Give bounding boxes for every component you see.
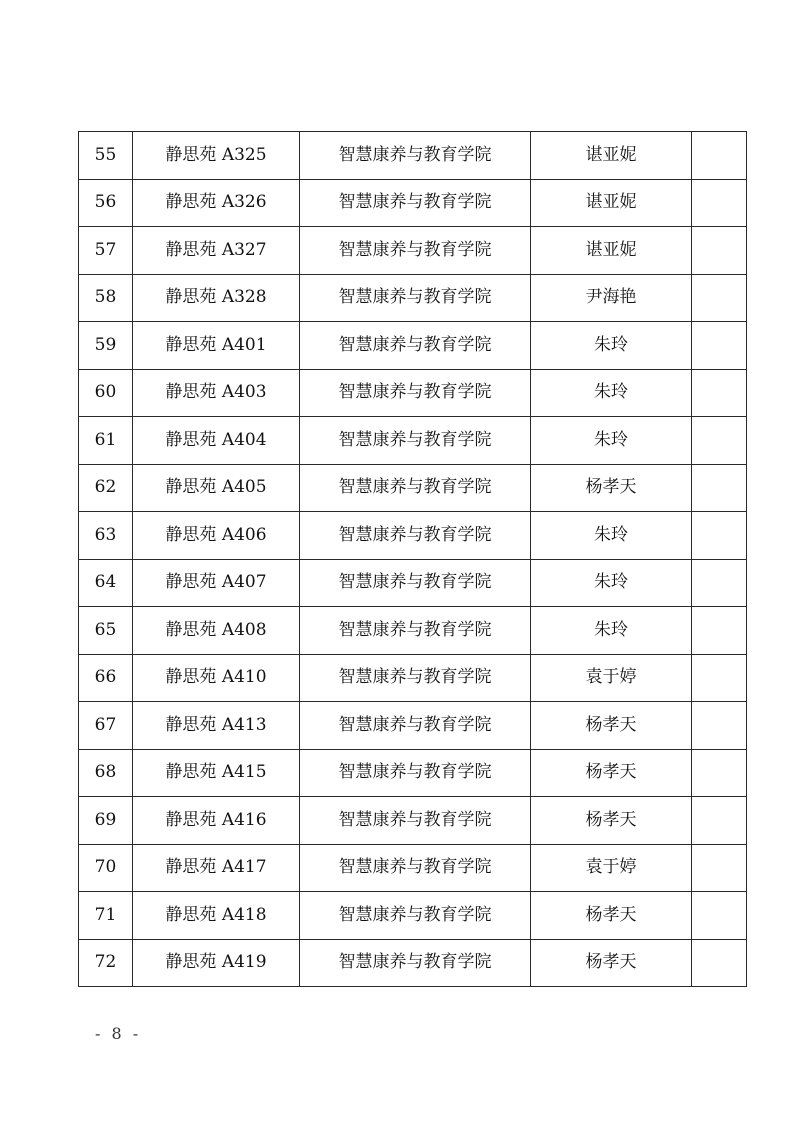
college-cell: 智慧康养与教育学院 — [300, 844, 531, 892]
remark-cell — [692, 654, 747, 702]
table-row — [79, 274, 747, 322]
person-name-cell: 杨孝天 — [531, 464, 692, 512]
room-cell: 静思苑 A416 — [133, 797, 300, 845]
row-number-cell: 59 — [79, 322, 133, 370]
remark-cell — [692, 559, 747, 607]
row-number-cell: 71 — [79, 892, 133, 940]
remark-cell — [692, 464, 747, 512]
table-row — [79, 654, 747, 702]
roster-body — [79, 132, 747, 987]
room-cell: 静思苑 A405 — [133, 464, 300, 512]
room-cell: 静思苑 A404 — [133, 417, 300, 465]
remark-cell — [692, 797, 747, 845]
room-cell: 静思苑 A413 — [133, 702, 300, 750]
person-name-cell: 朱玲 — [531, 417, 692, 465]
college-cell: 智慧康养与教育学院 — [300, 607, 531, 655]
person-name-cell: 朱玲 — [531, 322, 692, 370]
remark-cell — [692, 844, 747, 892]
dormitory-roster-table — [78, 131, 747, 987]
room-cell: 静思苑 A415 — [133, 749, 300, 797]
person-name-cell: 朱玲 — [531, 559, 692, 607]
table-row — [79, 369, 747, 417]
college-cell: 智慧康养与教育学院 — [300, 132, 531, 180]
row-number-cell: 66 — [79, 654, 133, 702]
remark-cell — [692, 132, 747, 180]
room-cell: 静思苑 A403 — [133, 369, 300, 417]
table-row — [79, 559, 747, 607]
remark-cell — [692, 892, 747, 940]
person-name-cell: 袁于婷 — [531, 844, 692, 892]
person-name-cell: 谌亚妮 — [531, 179, 692, 227]
college-cell: 智慧康养与教育学院 — [300, 512, 531, 560]
college-cell: 智慧康养与教育学院 — [300, 274, 531, 322]
room-cell: 静思苑 A326 — [133, 179, 300, 227]
remark-cell — [692, 607, 747, 655]
table-row — [79, 132, 747, 180]
table-row — [79, 702, 747, 750]
row-number-cell: 62 — [79, 464, 133, 512]
row-number-cell: 72 — [79, 939, 133, 987]
table-row — [79, 179, 747, 227]
college-cell: 智慧康养与教育学院 — [300, 464, 531, 512]
college-cell: 智慧康养与教育学院 — [300, 702, 531, 750]
remark-cell — [692, 749, 747, 797]
college-cell: 智慧康养与教育学院 — [300, 417, 531, 465]
row-number-cell: 70 — [79, 844, 133, 892]
table-row — [79, 512, 747, 560]
college-cell: 智慧康养与教育学院 — [300, 939, 531, 987]
person-name-cell: 谌亚妮 — [531, 227, 692, 275]
row-number-cell: 68 — [79, 749, 133, 797]
row-number-cell: 64 — [79, 559, 133, 607]
person-name-cell: 朱玲 — [531, 512, 692, 560]
row-number-cell: 67 — [79, 702, 133, 750]
college-cell: 智慧康养与教育学院 — [300, 179, 531, 227]
row-number-cell: 61 — [79, 417, 133, 465]
person-name-cell: 尹海艳 — [531, 274, 692, 322]
row-number-cell: 69 — [79, 797, 133, 845]
college-cell: 智慧康养与教育学院 — [300, 654, 531, 702]
room-cell: 静思苑 A418 — [133, 892, 300, 940]
table-row — [79, 322, 747, 370]
remark-cell — [692, 939, 747, 987]
room-cell: 静思苑 A419 — [133, 939, 300, 987]
row-number-cell: 63 — [79, 512, 133, 560]
person-name-cell: 杨孝天 — [531, 892, 692, 940]
table-row — [79, 892, 747, 940]
person-name-cell: 杨孝天 — [531, 749, 692, 797]
college-cell: 智慧康养与教育学院 — [300, 892, 531, 940]
table-row — [79, 939, 747, 987]
room-cell: 静思苑 A417 — [133, 844, 300, 892]
row-number-cell: 58 — [79, 274, 133, 322]
college-cell: 智慧康养与教育学院 — [300, 322, 531, 370]
person-name-cell: 杨孝天 — [531, 797, 692, 845]
table-row — [79, 844, 747, 892]
table-row — [79, 607, 747, 655]
room-cell: 静思苑 A401 — [133, 322, 300, 370]
table-row — [79, 464, 747, 512]
row-number-cell: 55 — [79, 132, 133, 180]
room-cell: 静思苑 A410 — [133, 654, 300, 702]
college-cell: 智慧康养与教育学院 — [300, 227, 531, 275]
room-cell: 静思苑 A328 — [133, 274, 300, 322]
remark-cell — [692, 512, 747, 560]
college-cell: 智慧康养与教育学院 — [300, 797, 531, 845]
person-name-cell: 杨孝天 — [531, 702, 692, 750]
remark-cell — [692, 702, 747, 750]
person-name-cell: 朱玲 — [531, 369, 692, 417]
row-number-cell: 65 — [79, 607, 133, 655]
college-cell: 智慧康养与教育学院 — [300, 559, 531, 607]
row-number-cell: 57 — [79, 227, 133, 275]
row-number-cell: 56 — [79, 179, 133, 227]
room-cell: 静思苑 A406 — [133, 512, 300, 560]
remark-cell — [692, 179, 747, 227]
person-name-cell: 朱玲 — [531, 607, 692, 655]
room-cell: 静思苑 A408 — [133, 607, 300, 655]
remark-cell — [692, 369, 747, 417]
college-cell: 智慧康养与教育学院 — [300, 369, 531, 417]
room-cell: 静思苑 A327 — [133, 227, 300, 275]
room-cell: 静思苑 A407 — [133, 559, 300, 607]
room-cell: 静思苑 A325 — [133, 132, 300, 180]
table-row — [79, 417, 747, 465]
college-cell: 智慧康养与教育学院 — [300, 749, 531, 797]
person-name-cell: 谌亚妮 — [531, 132, 692, 180]
person-name-cell: 袁于婷 — [531, 654, 692, 702]
remark-cell — [692, 227, 747, 275]
table-row — [79, 749, 747, 797]
page-number: - 8 - — [95, 1024, 142, 1043]
remark-cell — [692, 274, 747, 322]
remark-cell — [692, 417, 747, 465]
person-name-cell: 杨孝天 — [531, 939, 692, 987]
table-row — [79, 227, 747, 275]
row-number-cell: 60 — [79, 369, 133, 417]
remark-cell — [692, 322, 747, 370]
table-row — [79, 797, 747, 845]
